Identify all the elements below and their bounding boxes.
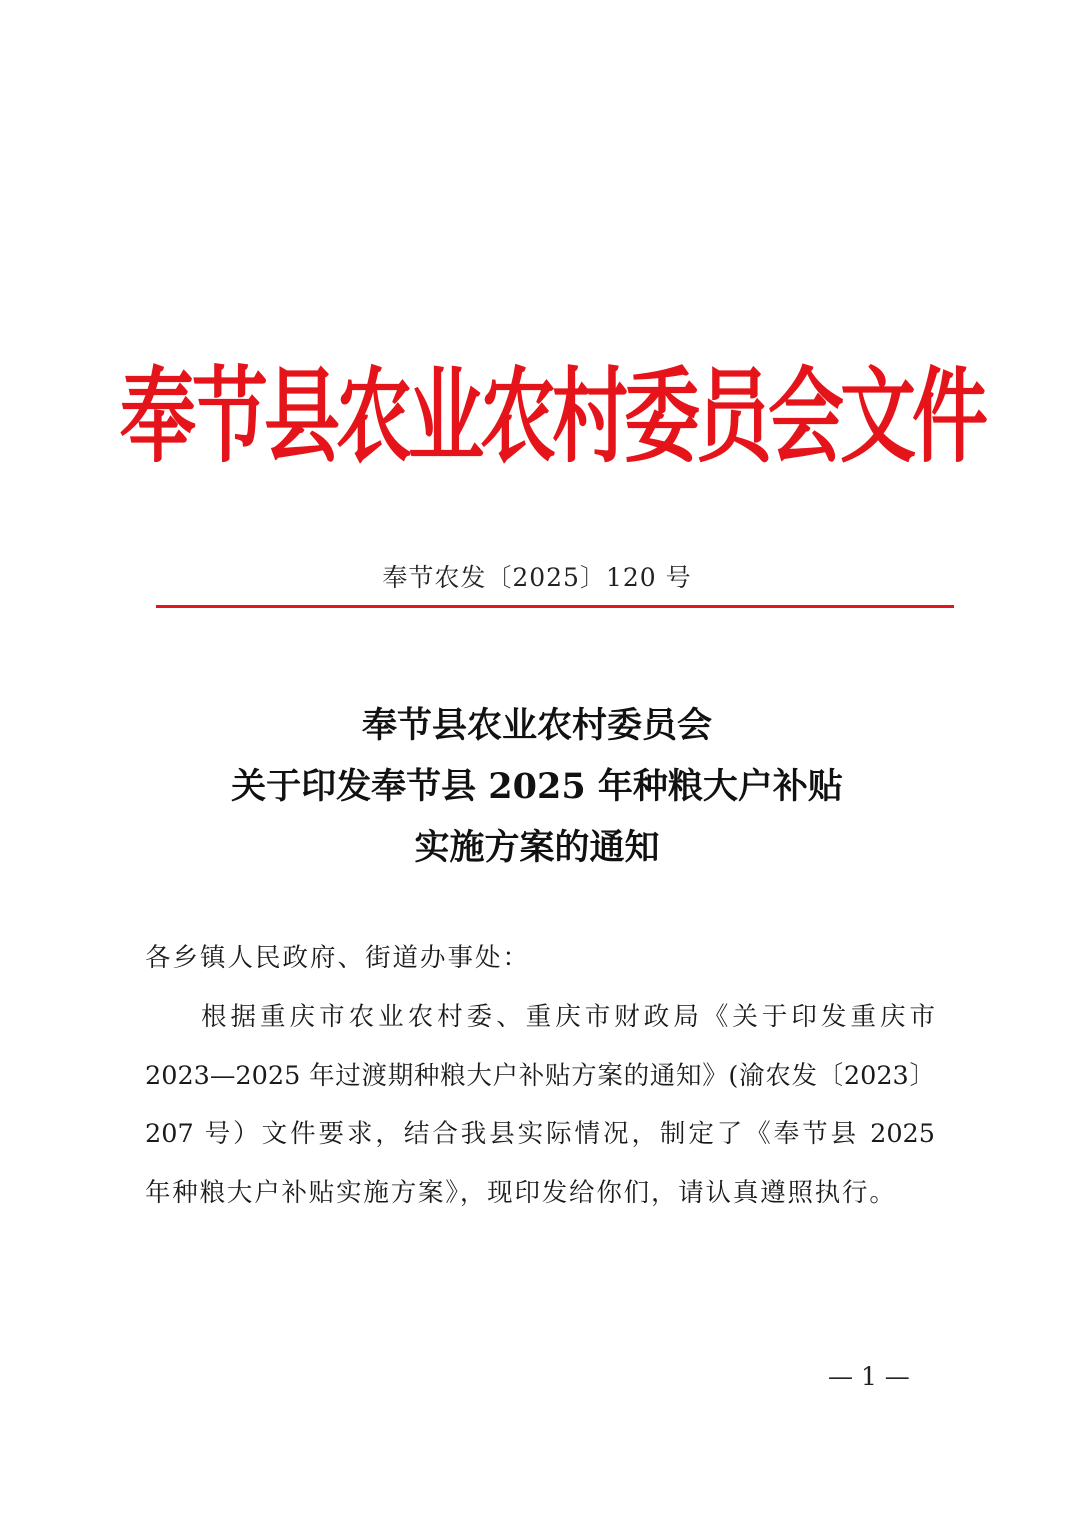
red-divider-line [156, 605, 954, 608]
paragraph-line-4: 年种粮大户补贴实施方案》，现印发给你们，请认真遵照执行。 [145, 1177, 897, 1208]
document-number: 奉节农发〔2025〕120 号 [382, 563, 692, 592]
title-line-2: 关于印发奉节县 2025 年种粮大户补贴 [231, 766, 843, 807]
paragraph-line-3: 207 号）文件要求，结合我县实际情况，制定了《奉节县 2025 [145, 1119, 935, 1149]
paragraph-line-2: 2023—2025 年过渡期种粮大户补贴方案的通知》(渝农发〔2023〕 [145, 1060, 935, 1091]
notice-title [0, 695, 1074, 878]
masthead-title: 奉节县农业农村委员会文件 [120, 356, 984, 477]
title-line-1: 奉节县农业农村委员会 [361, 705, 712, 746]
body-paragraph [145, 988, 935, 1222]
paragraph-line-1: 根据重庆市农业农村委、重庆市财政局《关于印发重庆市 [201, 1002, 935, 1032]
page-number: — 1 — [828, 1362, 910, 1391]
salutation: 各乡镇人民政府、街道办事处： [145, 943, 531, 973]
title-line-3: 实施方案的通知 [414, 827, 660, 868]
